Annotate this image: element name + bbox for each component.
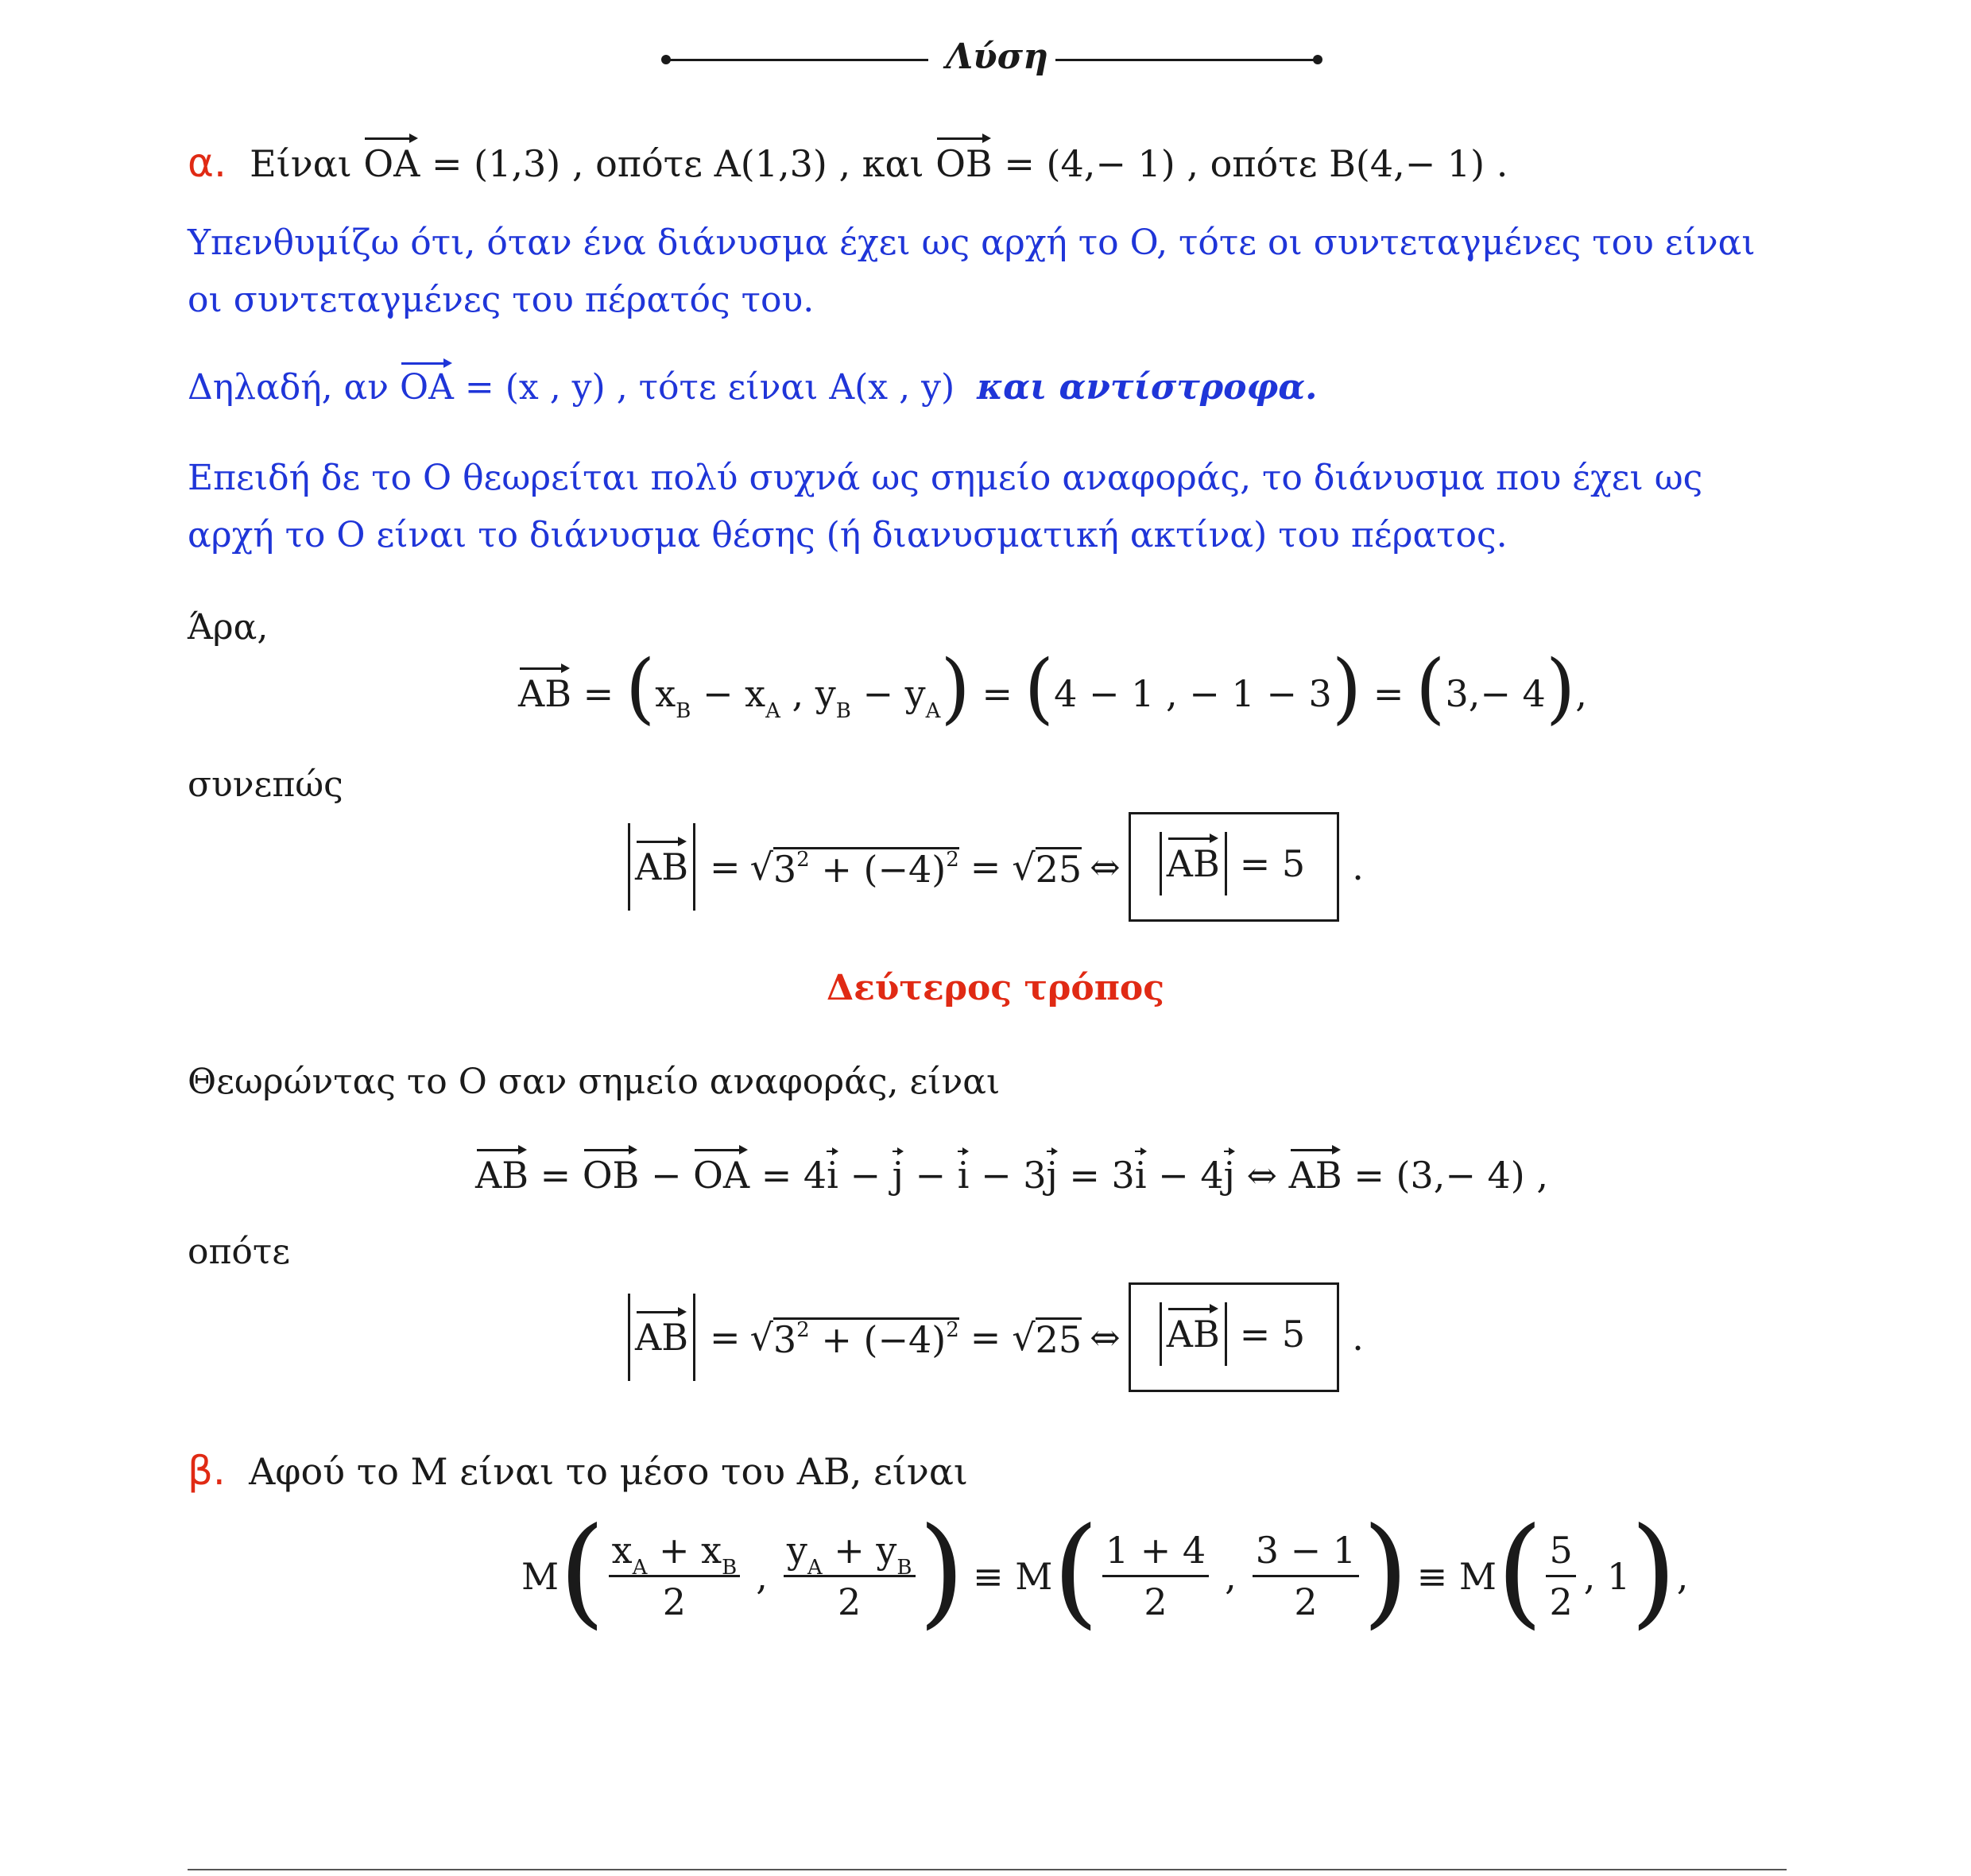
eq2-vector-ab: AB (635, 845, 689, 888)
f2-sub-b: B (896, 1556, 912, 1580)
note3-line2: αρχή το O είναι το διάνυσμα θέσης (ή διανυσματική ακτίνα) του πέρατος. (188, 515, 1508, 555)
sw-m5: − 4 (1158, 1154, 1224, 1197)
sqrt-body-3 (773, 1317, 959, 1361)
sw-res: = (3,− 4) , (1353, 1154, 1548, 1197)
fraction-5-den: 2 (1549, 1580, 1573, 1623)
fraction-5 (1546, 1529, 1575, 1623)
sw-m4: − 3 (981, 1154, 1047, 1197)
heading-rule-right (1055, 59, 1318, 61)
fraction-x-den: 2 (662, 1580, 687, 1623)
sqrt-plus-2: + (−4) (809, 1317, 947, 1361)
boxed-bar-left (1160, 832, 1162, 895)
sw-v1: AB (475, 1154, 529, 1197)
boxed-result-2 (1129, 1282, 1339, 1392)
sw-e1: = (540, 1154, 571, 1197)
heading-rule-left (666, 59, 928, 61)
boxed-result-1 (1129, 812, 1339, 922)
sqrt-sign-1: √ (749, 845, 773, 888)
paren-close-1: ) (940, 644, 970, 733)
sw-i1: i (827, 1154, 838, 1197)
eq1-end: , (1575, 672, 1587, 715)
sw-m1: − (650, 1154, 682, 1197)
eq1-x: x (655, 672, 676, 715)
sw-e2: = 4 (761, 1154, 827, 1197)
sqrt-base-2: 3 (773, 1317, 797, 1361)
sqrt-exp1: 2 (796, 847, 810, 872)
sw-j1: j (892, 1154, 904, 1197)
f2-sub-a: A (807, 1556, 823, 1580)
boxed-value-2: = 5 (1239, 1313, 1306, 1356)
vector-oa: OA (363, 142, 420, 185)
sw-m2: − (850, 1154, 881, 1197)
note2-vector-oa: OA (400, 367, 454, 408)
sqrt-plus: + (−4) (809, 847, 947, 891)
part-a-text2: = (1,3) , οπότε A(1,3) , και (431, 142, 924, 185)
second-way-intro: Θεωρώντας το O σαν σημείο αναφοράς, είναι (188, 1062, 1001, 1102)
fraction-4-num: 3 − 1 (1253, 1532, 1359, 1577)
sw-eq2-eq: = (710, 1316, 741, 1359)
mid-end: , (1676, 1554, 1689, 1598)
eq1-comma: , (792, 672, 804, 715)
sqrt-sign-2: √ (1012, 845, 1036, 888)
sw-e3: = 3 (1069, 1154, 1135, 1197)
sw-j2: j (1046, 1154, 1058, 1197)
fraction-4-den: 2 (1294, 1580, 1318, 1623)
fraction-3-num: 1 + 4 (1102, 1532, 1209, 1577)
iff-symbol: ⇔ (1090, 845, 1121, 888)
paren-close-3: ) (1545, 644, 1576, 733)
sw-eq2-dot: . (1352, 1316, 1364, 1359)
heading-title: Λύση (946, 37, 1049, 77)
mid-equiv-2: ≡ M (1416, 1554, 1497, 1598)
eq2-eq2: = (970, 845, 1001, 888)
fraction-y-mid (784, 1529, 916, 1623)
fraction-5-num: 5 (1546, 1532, 1575, 1577)
paren-open-1: ( (625, 644, 656, 733)
sqrt-exp1-2: 2 (796, 1317, 810, 1342)
sw-eq2-vector-ab: AB (635, 1316, 689, 1359)
eq1-y: y (815, 672, 836, 715)
boxed-vector-ab-2: AB (1166, 1313, 1220, 1356)
f1-plus: + x (647, 1529, 722, 1572)
sqrt-exp2-2: 2 (946, 1317, 959, 1342)
eq1-eq3: = (1373, 672, 1404, 715)
sqrt-25: 25 (1035, 847, 1082, 891)
sw-eq2-eq2: = (970, 1316, 1001, 1359)
eq1-mid: 4 − 1 , − 1 − 3 (1054, 672, 1332, 715)
mid-last: , 1 (1583, 1554, 1631, 1598)
eq1-eq2: = (982, 672, 1013, 715)
iff-symbol-2: ⇔ (1090, 1316, 1121, 1359)
part-a-text3: = (4,− 1) , οπότε B(4,− 1) . (1004, 142, 1508, 185)
sw-i2: i (957, 1154, 970, 1197)
sw-v2: OB (582, 1154, 640, 1197)
eq1-result: 3,− 4 (1445, 672, 1546, 715)
equation-ab-length-2 (623, 1282, 1364, 1392)
note1-line2: οι συντεταγμένες του πέρατός του. (188, 280, 815, 320)
equation-midpoint: M ( $\frac{x_A + x_B}{2}$ , $\frac{y_A + y_B}{2}$ ) ≡ M ( $\frac{1 + 4}{2}$ , $\frac{3 - 1}{2}$ ) ≡ M ( $\frac{5}{2}$ , 1 ) , (521, 1502, 1689, 1641)
abs-bar-left (628, 823, 630, 911)
f1-sub-a: A (632, 1556, 648, 1580)
second-way-title: Δεύτερος τρόπος (827, 968, 1165, 1008)
fraction-4 (1253, 1529, 1359, 1623)
sw-i3: i (1134, 1154, 1147, 1197)
sqrt-base: 3 (773, 847, 797, 891)
abs-bar-right (693, 823, 695, 911)
note2-bold: και αντίστροφα. (977, 367, 1318, 408)
f1-x: x (611, 1529, 633, 1572)
fraction-3-den: 2 (1144, 1580, 1167, 1623)
mid-equiv-1: ≡ M (973, 1554, 1053, 1598)
f1-sub-b: B (722, 1556, 738, 1580)
part-a-line1 (188, 140, 1508, 186)
so-label: οπότε (188, 1232, 291, 1272)
eq1-minus-y: − y (862, 672, 926, 715)
mid-comma-1: , (756, 1554, 768, 1598)
sqrt-25-2: 25 (1035, 1317, 1082, 1361)
part-a-label: α. (188, 140, 227, 186)
part-b-text: Αφού το M είναι το μέσο του AB, είναι (249, 1450, 968, 1493)
equation-ab-coordinates (518, 644, 1587, 733)
note3-line1: Επειδή δε το O θεωρείται πολύ συχνά ως σημείο αναφοράς, το διάνυσμα που έχει ως (188, 458, 1703, 498)
fraction-x-mid (609, 1529, 741, 1623)
note2 (188, 367, 1318, 408)
fraction-x-num (609, 1529, 741, 1580)
eq2-eq: = (710, 845, 741, 888)
eq1-minus-x: − x (702, 672, 766, 715)
f2-y: y (786, 1529, 807, 1572)
equation-vector-decomposition (475, 1154, 1548, 1197)
eq1-sub-yb: B (835, 699, 851, 723)
mid-m1: M (521, 1554, 560, 1598)
eq1-vector-ab: AB (518, 672, 572, 715)
sqrt-body-1 (773, 847, 959, 891)
sw-v3: OA (693, 1154, 750, 1197)
f2-plus: + y (822, 1529, 897, 1572)
eq1-sub-ya: A (925, 699, 941, 723)
eq1-eq: = (583, 672, 614, 715)
boxed-bar-left-2 (1160, 1302, 1162, 1366)
part-b-line (188, 1448, 968, 1494)
sqrt-sign-3: √ (749, 1316, 773, 1359)
paren-close-2: ) (1331, 644, 1362, 733)
sw-m3: − (915, 1154, 947, 1197)
paren-open-3: ( (1415, 644, 1446, 733)
part-a-text1: Είναι (250, 142, 352, 185)
heading-dot-left (661, 55, 671, 64)
sw-iff: ⇔ (1246, 1154, 1278, 1197)
note2-text2: = (x , y) , τότε είναι A(x , y) (464, 367, 955, 408)
fraction-y-num (784, 1529, 916, 1580)
eq1-sub-a: A (765, 699, 780, 723)
eq1-sub-b: B (676, 699, 691, 723)
footer-rule (188, 1869, 1787, 1870)
equation-ab-length-1 (623, 812, 1364, 922)
paren-open-2: ( (1024, 644, 1055, 733)
sqrt-exp2: 2 (946, 847, 959, 872)
note2-text1: Δηλαδή, αν (188, 367, 389, 408)
vector-ob: OB (935, 142, 993, 185)
fraction-y-den: 2 (838, 1580, 862, 1623)
abs-bar-right-2 (693, 1294, 695, 1381)
fraction-3 (1102, 1529, 1209, 1623)
boxed-vector-ab: AB (1166, 842, 1220, 885)
eq2-dot: . (1352, 845, 1364, 888)
part-b-label: β. (188, 1448, 226, 1494)
boxed-bar-right-2 (1225, 1302, 1227, 1366)
mid-comma-2: , (1225, 1554, 1237, 1598)
therefore-label: Άρα, (188, 607, 269, 648)
sw-j3: j (1223, 1154, 1235, 1197)
abs-bar-left-2 (628, 1294, 630, 1381)
sw-v4: AB (1288, 1154, 1342, 1197)
boxed-bar-right (1225, 832, 1227, 895)
sqrt-sign-4: √ (1012, 1316, 1036, 1359)
consequently-label: συνεπώς (188, 764, 343, 805)
note1-line1: Υπενθυμίζω ότι, όταν ένα διάνυσμα έχει ως αρχή το O, τότε οι συντεταγμένες του είναι (188, 222, 1756, 263)
boxed-value: = 5 (1239, 842, 1306, 885)
heading-dot-right (1313, 55, 1322, 64)
